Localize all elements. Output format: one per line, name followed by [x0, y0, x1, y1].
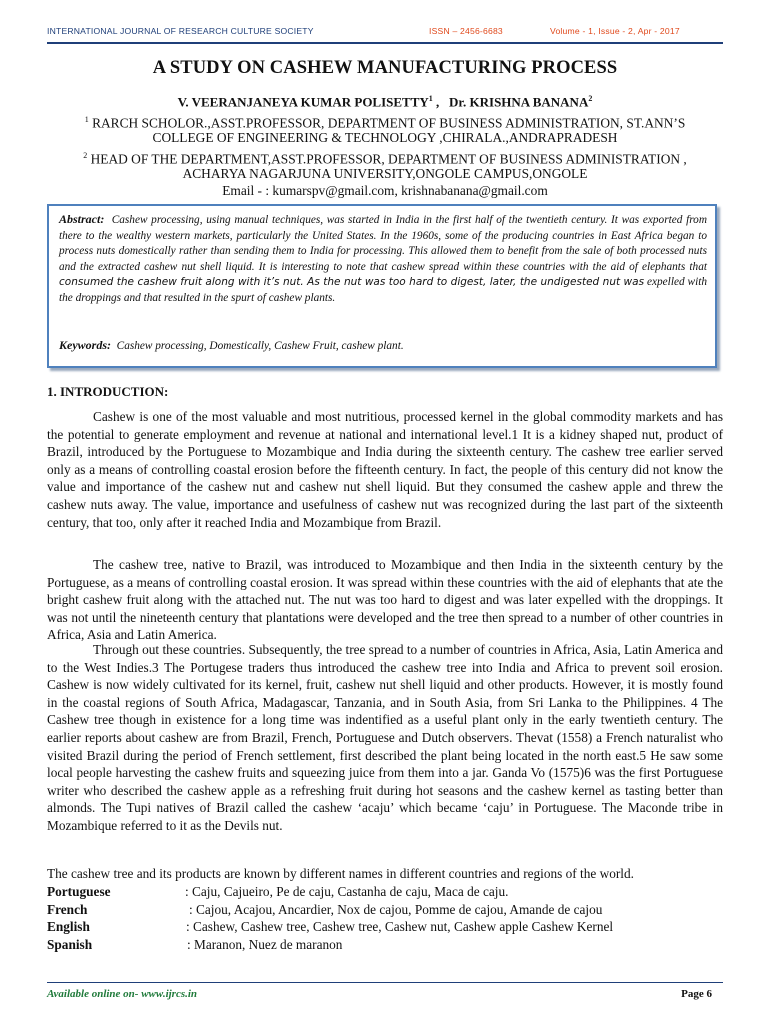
keywords	[59, 338, 707, 353]
affil-1-sup: 1	[84, 115, 89, 124]
abstract-text	[59, 212, 707, 307]
footer-availability-link[interactable]: Available online on- www.ijrcs.in	[47, 988, 198, 1000]
volume-issue: Volume - 1, Issue - 2, Apr - 2017	[550, 26, 680, 36]
footer-rule	[47, 982, 723, 983]
author-1: V. VEERANJANEYA KUMAR POLISETTY	[177, 94, 429, 110]
lang-label: English	[47, 919, 90, 934]
keywords-list: Cashew processing, Domestically, Cashew Fruit, cashew plant.	[116, 340, 404, 352]
abstract-box	[47, 204, 717, 368]
paper-title: A STUDY ON CASHEW MANUFACTURING PROCESS	[152, 58, 618, 78]
name-row-english	[47, 919, 723, 937]
lang-label: Portuguese	[47, 884, 111, 899]
intro-paragraph-1-text: Cashew is one of the most valuable and most nutritious, processed kernel in the global commodity markets and has the potential to generate employment and revenue at national and international level.1 It is a kidney shaped nut, product of Brazil, introduced by the Portuguese to Mozambique and India during the sixteenth century. The cashew tree earlier served only as a means of controlling coastal erosion before the fifteenth century. In fact, the people of this century did not know the value and importance of the cashew nut and cashew nut shell liquid. But they consumed the cashew apple and threw the cashew nuts away. The value, importance and usefulness of cashew nut was recognized during the last part of the sixteenth century, that too, only after it reached India and Mozambique from Brazil.	[47, 409, 723, 530]
author-1-sup: 1	[428, 94, 433, 103]
header-rule	[47, 42, 723, 44]
lang-value: : Maranon, Nuez de maranon	[187, 937, 343, 952]
name-row-portuguese	[47, 884, 723, 902]
intro-paragraph-3-text: Through out these countries. Subsequently, the tree spread to a number of countries in Africa, Asia, Latin America and to the West Indies.3 The Portugese traders thus introduced the cashew tree into India and Africa to prevent soil erosion. Cashew is now widely cultivated for its kernel, fruit, cashew nut shell liquid and other products. However, it is mostly found in the coastal regions of South Africa, Madagascar, Tanzania, and in South Asia, from Sri Lanka to the Philippines. 4 The Cashew tree though in existence for a long time was indentified as a useful plant only in the early twentieth century. The earlier reports about cashew are from Brazil, French, Portuguese and Dutch observers. Thevat (1558) a French naturalist who visited Brazil during the period of French settlement, first described the plant being located in the north east.5 He saw some local people harvesting the cashew fruits and squeezing juice from them into a jar. Ganda Vo (1575)6 was the first Portuguese writer who described the cashew apple as a refreshing fruit during hot seasons and the cashew kernel as tasting better than almonds. The Tupi natives of Brazil called the cashew ‘acaju’ which became ‘caju’ in Portuguese. The Maconde tribe in Mozambique referred to it as the Devils nut.	[47, 642, 723, 833]
intro-paragraph-2-text: The cashew tree, native to Brazil, was introduced to Mozambique and then India in the sixteenth century by the Portuguese, as a means of controlling coastal erosion. It was spread within these countries with the aid of elephants that ate the bright cashew fruit along with the attached nut. The nut was too hard to digest and was later expelled with the droppings. It was not until the nineteenth century that plantations were developed and the tree then spread to a number of other countries in Africa, Asia and Latin America.	[47, 557, 723, 643]
affil-2-text: HEAD OF THE DEPARTMENT,ASST.PROFESSOR, DEPARTMENT OF BUSINESS ADMINISTRATION ,	[90, 151, 687, 167]
intro-paragraph-1	[47, 408, 723, 531]
abstract-body-1: Cashew processing, using manual techniques, was started in India in the first half of the twentieth century. It was exported from there to the wealthy western markets, particularly the United States. In the 1960s, some of the producing countries in East Africa began to process nuts domestically rather than sending them to India for processing. This allowed them to benefit from the sale of both processed nuts and the extracted cashew nut shell liquid. It is interesting to note that cashew spread within these countries with the aid of elephants that	[59, 214, 707, 273]
author-2: Dr. KRISHNA BANANA	[449, 94, 589, 110]
name-row-spanish	[47, 937, 723, 955]
abstract-body-3: expelled with the droppings and that resulted in the spurt of cashew plants.	[59, 276, 708, 304]
abstract-label: Abstract:	[59, 212, 105, 226]
affiliation-2-line-2: ACHARYA NAGARJUNA UNIVERSITY,ONGOLE CAMPUS,ONGOLE	[182, 166, 588, 181]
intro-paragraph-3	[47, 641, 723, 835]
email-line: Email - : kumarspv@gmail.com, krishnabanana@gmail.com	[222, 183, 548, 198]
lang-label: French	[47, 902, 88, 917]
abstract-body-2: consumed the cashew fruit along with it’s nut. As the nut was too hard to digest, later, the undigested nut was	[59, 276, 645, 289]
running-header	[47, 24, 723, 40]
intro-paragraph-2	[47, 556, 723, 644]
name-row-french	[47, 902, 723, 920]
author-line: V. VEERANJANEYA KUMAR POLISETTY$^1$ , Dr. KRISHNA BANANA$^2$	[177, 94, 593, 110]
lang-value: : Caju, Cajueiro, Pe de caju, Castanha de caju, Maca de caju.	[185, 884, 509, 899]
lang-value: : Cajou, Acajou, Ancardier, Nox de cajou, Pomme de cajou, Amande de cajou	[189, 902, 603, 917]
names-intro: The cashew tree and its products are known by different names in different countries and regions of the world.	[47, 866, 634, 881]
affiliation-1-line-2: COLLEGE OF ENGINEERING & TECHNOLOGY ,CHIRALA.,ANDRAPRADESH	[152, 130, 618, 145]
affil-1-text: RARCH SCHOLOR.,ASST.PROFESSOR, DEPARTMENT OF BUSINESS ADMINISTRATION, ST.ANN’S	[92, 115, 686, 131]
lang-value: : Cashew, Cashew tree, Cashew tree, Cashew nut, Cashew apple Cashew Kernel	[186, 919, 614, 934]
issn: ISSN – 2456-6683	[429, 26, 503, 36]
keywords-label: Keywords:	[59, 338, 111, 352]
affil-2-sup: 2	[83, 151, 88, 160]
lang-label: Spanish	[47, 937, 93, 952]
journal-name: INTERNATIONAL JOURNAL OF RESEARCH CULTURE SOCIETY	[47, 26, 314, 36]
section-heading-introduction: 1. INTRODUCTION:	[47, 384, 169, 399]
author-2-sup: 2	[588, 94, 593, 103]
page-number: Page 6	[681, 988, 712, 1000]
